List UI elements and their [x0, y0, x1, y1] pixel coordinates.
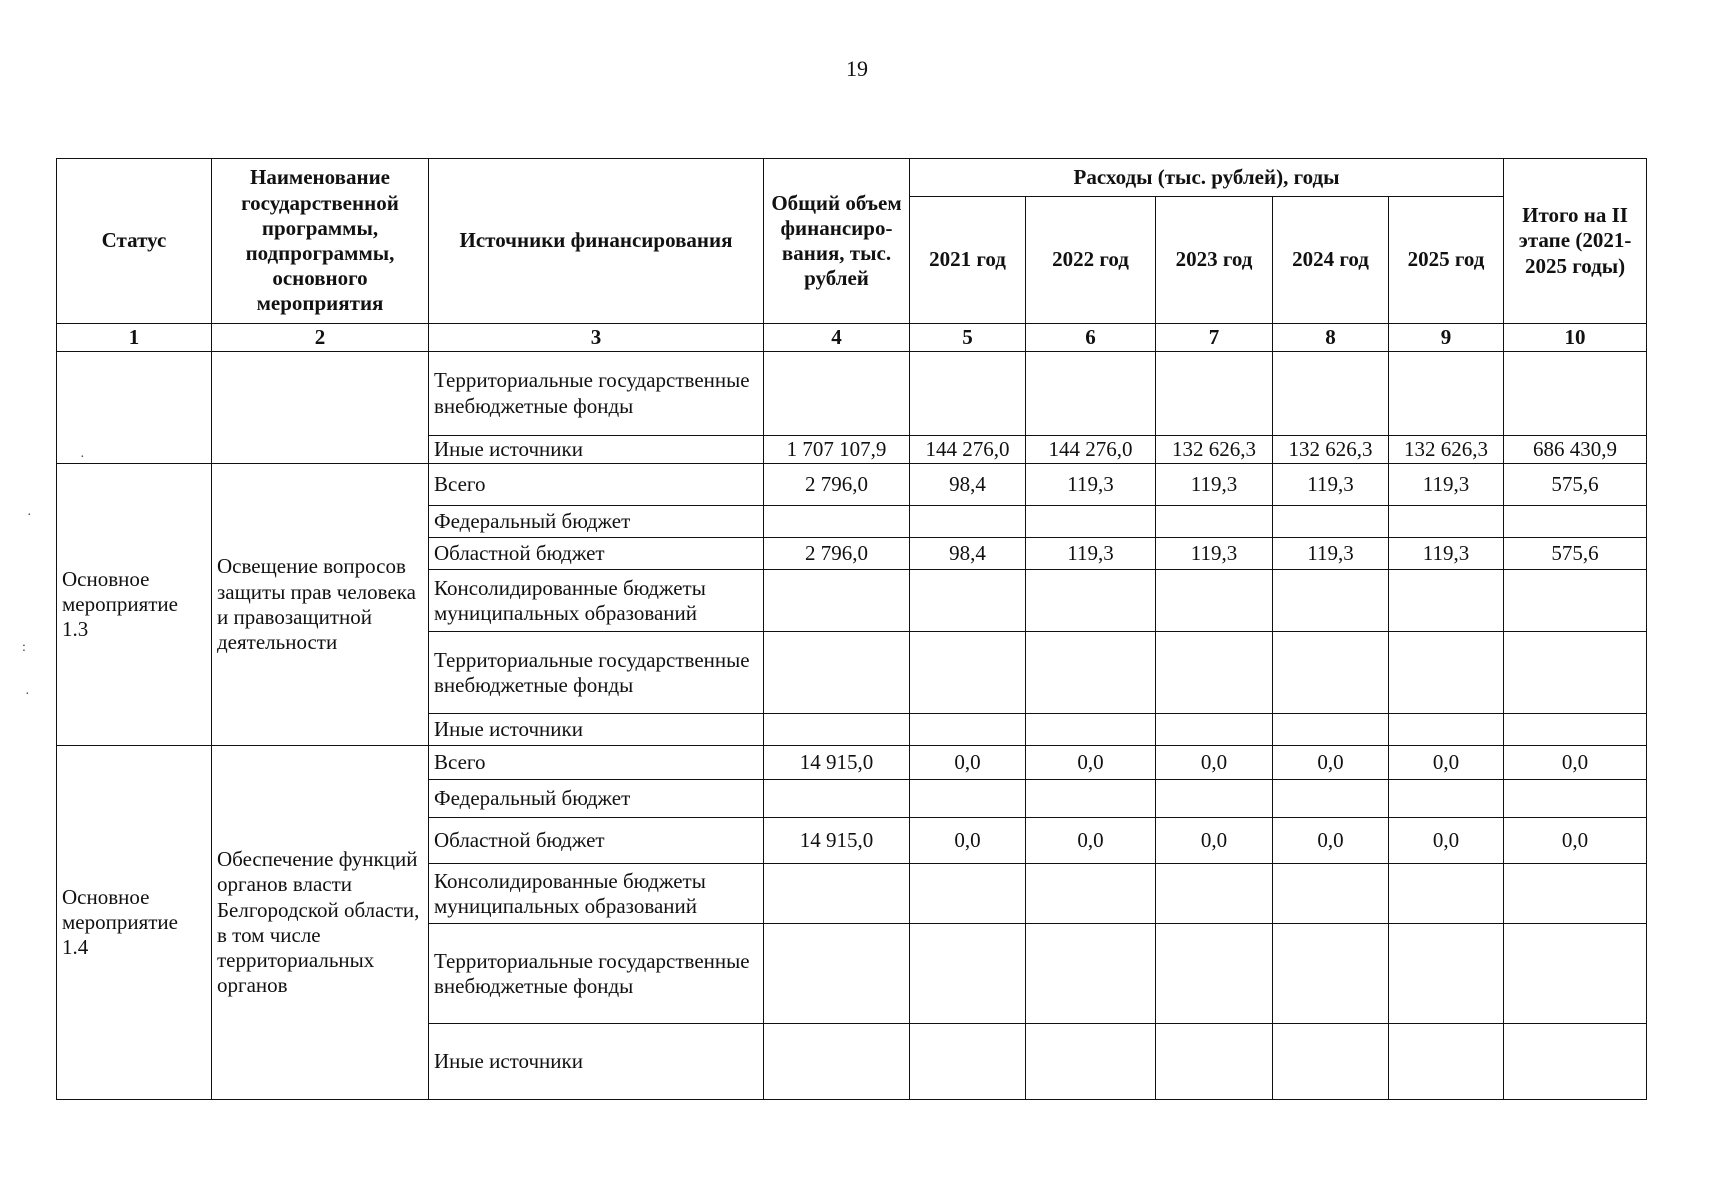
value-cell: 132 626,3: [1273, 436, 1389, 464]
value-cell: 0,0: [1156, 746, 1273, 780]
value-cell: [764, 352, 910, 436]
value-cell: [1389, 714, 1504, 746]
value-cell: 132 626,3: [1389, 436, 1504, 464]
value-cell: 119,3: [1026, 464, 1156, 506]
value-cell: 0,0: [1504, 818, 1647, 864]
value-cell: [1156, 352, 1273, 436]
value-cell: [764, 780, 910, 818]
source-cell: Иные источники: [429, 714, 764, 746]
value-cell: 119,3: [1273, 538, 1389, 570]
table-row: [57, 746, 1647, 780]
value-cell: [910, 1024, 1026, 1100]
value-cell: 119,3: [1156, 464, 1273, 506]
value-cell: 98,4: [910, 538, 1026, 570]
header-status: Статус: [57, 159, 212, 324]
table-row: [57, 464, 1647, 506]
value-cell: [1026, 632, 1156, 714]
value-cell: 0,0: [1389, 818, 1504, 864]
value-cell: [910, 352, 1026, 436]
value-cell: [1273, 864, 1389, 924]
value-cell: [1156, 864, 1273, 924]
value-cell: 0,0: [1026, 818, 1156, 864]
value-cell: [1273, 570, 1389, 632]
value-cell: 2 796,0: [764, 464, 910, 506]
value-cell: [1156, 632, 1273, 714]
column-number: 2: [212, 324, 429, 352]
value-cell: 144 276,0: [910, 436, 1026, 464]
value-cell: 119,3: [1156, 538, 1273, 570]
table-body: [57, 352, 1647, 1100]
value-cell: 575,6: [1504, 538, 1647, 570]
source-cell: Федеральный бюджет: [429, 506, 764, 538]
value-cell: [1156, 780, 1273, 818]
value-cell: [1389, 570, 1504, 632]
value-cell: [1273, 352, 1389, 436]
source-cell: Федеральный бюджет: [429, 780, 764, 818]
source-cell: Территориальные государственные внебюджетные фонды: [429, 924, 764, 1024]
column-number: 5: [910, 324, 1026, 352]
value-cell: [764, 864, 910, 924]
scan-speck: ·: [25, 687, 30, 702]
column-number: 3: [429, 324, 764, 352]
value-cell: [1504, 924, 1647, 1024]
value-cell: [1504, 506, 1647, 538]
value-cell: [1273, 632, 1389, 714]
value-cell: [1389, 924, 1504, 1024]
table-row: [57, 352, 1647, 436]
value-cell: 575,6: [1504, 464, 1647, 506]
column-number: 10: [1504, 324, 1647, 352]
value-cell: 1 707 107,9: [764, 436, 910, 464]
value-cell: [910, 864, 1026, 924]
value-cell: [1156, 570, 1273, 632]
value-cell: [1273, 780, 1389, 818]
column-number: 1: [57, 324, 212, 352]
column-number: 6: [1026, 324, 1156, 352]
value-cell: [1504, 1024, 1647, 1100]
value-cell: [1504, 780, 1647, 818]
value-cell: [1389, 864, 1504, 924]
value-cell: [1156, 1024, 1273, 1100]
value-cell: [1156, 506, 1273, 538]
column-number: 4: [764, 324, 910, 352]
value-cell: [1026, 1024, 1156, 1100]
value-cell: 132 626,3: [1156, 436, 1273, 464]
value-cell: [1389, 780, 1504, 818]
value-cell: [1026, 924, 1156, 1024]
value-cell: [1504, 714, 1647, 746]
value-cell: [1273, 714, 1389, 746]
value-cell: [1504, 632, 1647, 714]
value-cell: [1389, 1024, 1504, 1100]
value-cell: [764, 714, 910, 746]
value-cell: [764, 924, 910, 1024]
header-year-2024: 2024 год: [1273, 197, 1389, 324]
header-year-2025: 2025 год: [1389, 197, 1504, 324]
status-cell: Основное мероприятие 1.4: [57, 746, 212, 1100]
value-cell: [910, 714, 1026, 746]
status-cell: Основное мероприятие 1.3: [57, 464, 212, 746]
value-cell: 0,0: [1504, 746, 1647, 780]
header-year-2022: 2022 год: [1026, 197, 1156, 324]
value-cell: [1026, 864, 1156, 924]
value-cell: 144 276,0: [1026, 436, 1156, 464]
header-total-volume: Общий объем финансиро-вания, тыс. рублей: [764, 159, 910, 324]
value-cell: 2 796,0: [764, 538, 910, 570]
source-cell: Всего: [429, 746, 764, 780]
value-cell: [1389, 506, 1504, 538]
header-year-2021: 2021 год: [910, 197, 1026, 324]
scan-speck: ·: [27, 508, 32, 523]
value-cell: [764, 1024, 910, 1100]
header-financing-sources: Источники финансирования: [429, 159, 764, 324]
value-cell: 119,3: [1273, 464, 1389, 506]
value-cell: [764, 632, 910, 714]
header-program-name: Наименование государственной программы, подпрограммы, основного мероприятия: [212, 159, 429, 324]
source-cell: Территориальные государственные внебюджетные фонды: [429, 632, 764, 714]
value-cell: [764, 570, 910, 632]
value-cell: [1273, 924, 1389, 1024]
value-cell: 686 430,9: [1504, 436, 1647, 464]
value-cell: [910, 632, 1026, 714]
value-cell: 119,3: [1026, 538, 1156, 570]
program-name-cell: Обеспечение функций органов власти Белгородской области, в том числе территориальных органов: [212, 746, 429, 1100]
header-expenses-by-year: Расходы (тыс. рублей), годы: [910, 159, 1504, 197]
program-name-cell: Освещение вопросов защиты прав человека и правозащитной деятельности: [212, 464, 429, 746]
value-cell: [1026, 780, 1156, 818]
source-cell: Областной бюджет: [429, 818, 764, 864]
value-cell: 14 915,0: [764, 818, 910, 864]
value-cell: [1156, 924, 1273, 1024]
header-stage-total: Итого на II этапе (2021-2025 годы): [1504, 159, 1647, 324]
program-name-cell: [212, 352, 429, 464]
value-cell: [1026, 506, 1156, 538]
value-cell: 98,4: [910, 464, 1026, 506]
value-cell: 0,0: [910, 818, 1026, 864]
value-cell: 0,0: [1389, 746, 1504, 780]
source-cell: Областной бюджет: [429, 538, 764, 570]
value-cell: 0,0: [1273, 818, 1389, 864]
value-cell: [1156, 714, 1273, 746]
source-cell: Иные источники: [429, 1024, 764, 1100]
source-cell: Иные источники: [429, 436, 764, 464]
value-cell: [1389, 352, 1504, 436]
source-cell: Территориальные государственные внебюджетные фонды: [429, 352, 764, 436]
source-cell: Консолидированные бюджеты муниципальных образований: [429, 570, 764, 632]
status-cell: [57, 352, 212, 464]
value-cell: [910, 924, 1026, 1024]
source-cell: Всего: [429, 464, 764, 506]
value-cell: 14 915,0: [764, 746, 910, 780]
column-number: 7: [1156, 324, 1273, 352]
value-cell: 0,0: [1273, 746, 1389, 780]
value-cell: [1504, 352, 1647, 436]
value-cell: [910, 570, 1026, 632]
value-cell: [1026, 352, 1156, 436]
value-cell: [1504, 864, 1647, 924]
value-cell: 119,3: [1389, 538, 1504, 570]
value-cell: [1273, 1024, 1389, 1100]
column-number: 8: [1273, 324, 1389, 352]
scan-speck: ·: [80, 450, 85, 465]
header-year-2023: 2023 год: [1156, 197, 1273, 324]
value-cell: [1026, 570, 1156, 632]
value-cell: 0,0: [910, 746, 1026, 780]
value-cell: [1389, 632, 1504, 714]
value-cell: 0,0: [1156, 818, 1273, 864]
page-number: 19: [846, 56, 868, 81]
value-cell: [764, 506, 910, 538]
value-cell: [910, 506, 1026, 538]
value-cell: 119,3: [1389, 464, 1504, 506]
value-cell: [1026, 714, 1156, 746]
financing-table: [56, 158, 1647, 1100]
column-number: 9: [1389, 324, 1504, 352]
value-cell: [1273, 506, 1389, 538]
scan-speck: :: [22, 640, 26, 655]
value-cell: [1504, 570, 1647, 632]
value-cell: [910, 780, 1026, 818]
value-cell: 0,0: [1026, 746, 1156, 780]
source-cell: Консолидированные бюджеты муниципальных образований: [429, 864, 764, 924]
